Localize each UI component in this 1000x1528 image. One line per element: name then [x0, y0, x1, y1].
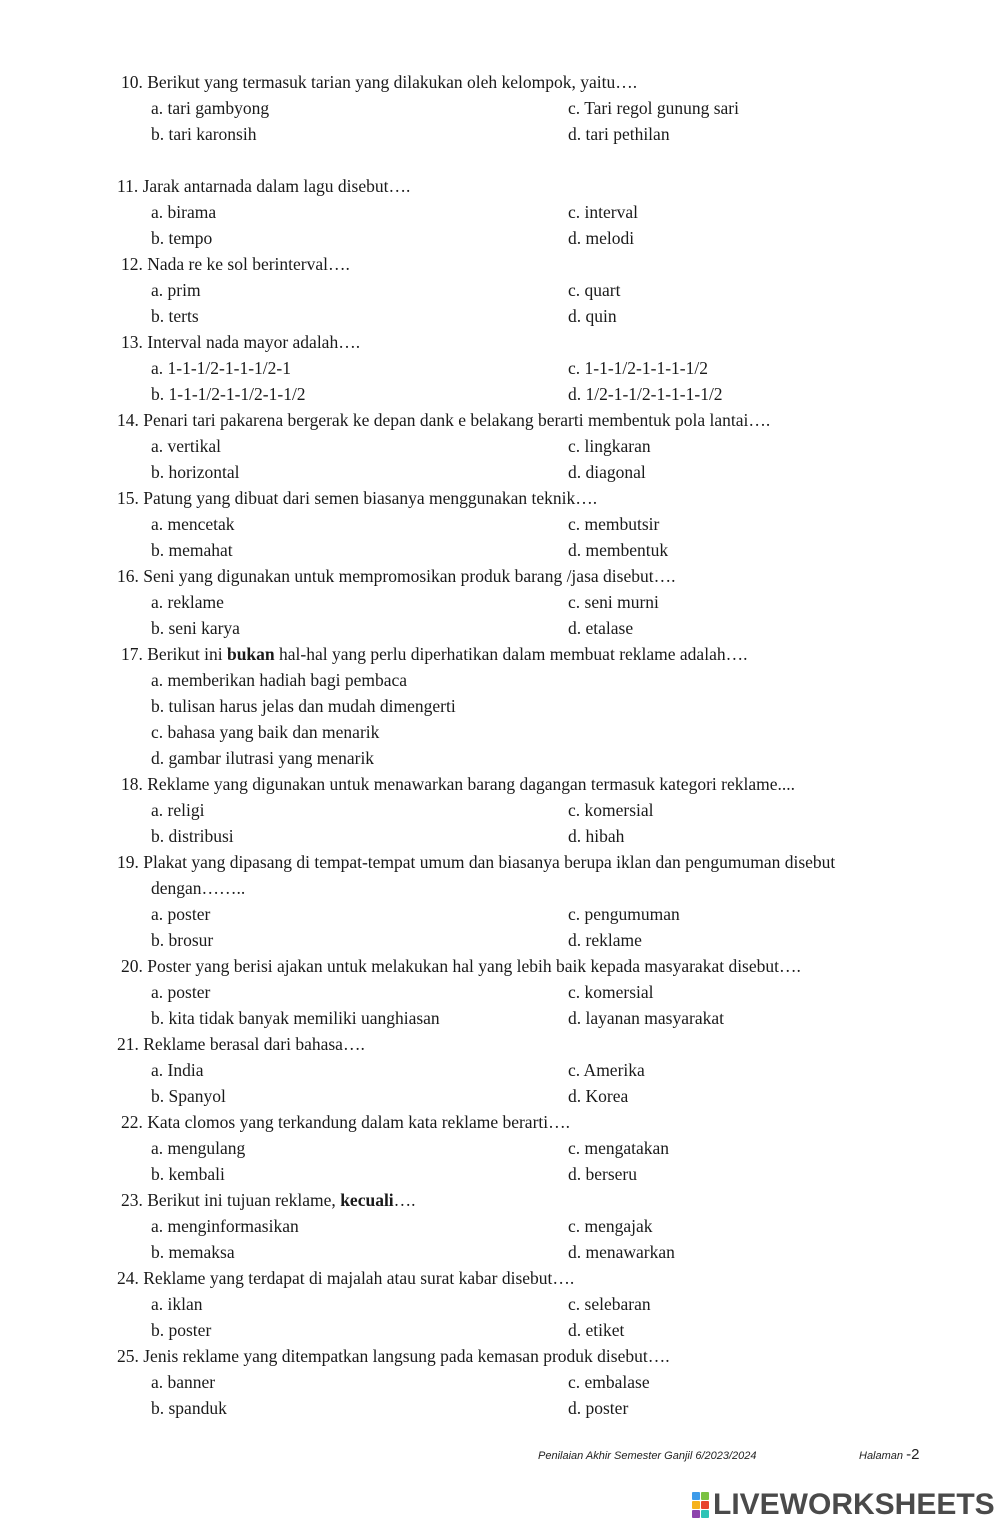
option-17a: a. memberikan hadiah bagi pembaca: [151, 670, 408, 690]
liveworksheets-wordmark: LIVEWORKSHEETS: [713, 1488, 995, 1521]
question-15: 15. Patung yang dibuat dari semen biasanya menggunakan teknik….: [117, 488, 598, 508]
option-17d: d. gambar ilutrasi yang menarik: [151, 748, 375, 768]
option-11a: a. birama: [151, 202, 217, 222]
question-16: 16. Seni yang digunakan untuk mempromosikan produk barang /jasa disebut….: [117, 566, 676, 586]
question-20: 20. Poster yang berisi ajakan untuk melakukan hal yang lebih baik kepada masyarakat disebut….: [121, 956, 801, 976]
question-11: 11. Jarak antarnada dalam lagu disebut….: [117, 176, 411, 196]
logo-block-icon: [701, 1510, 709, 1518]
option-20d: d. layanan masyarakat: [568, 1008, 724, 1028]
option-23a: a. menginformasikan: [151, 1216, 299, 1236]
option-25c: c. embalase: [568, 1372, 650, 1392]
question-19-continuation: dengan……..: [151, 878, 246, 898]
question-18: 18. Reklame yang digunakan untuk menawarkan barang dagangan termasuk kategori reklame....: [121, 774, 795, 794]
option-25b: b. spanduk: [151, 1398, 227, 1418]
option-13c: c. 1-1-1/2-1-1-1-1/2: [568, 358, 708, 378]
option-11c: c. interval: [568, 202, 638, 222]
liveworksheets-logo: [692, 1488, 995, 1522]
option-24b: b. poster: [151, 1320, 212, 1340]
option-17c: c. bahasa yang baik dan menarik: [151, 722, 380, 742]
liveworksheets-logo-icon: [692, 1492, 709, 1518]
option-21a: a. India: [151, 1060, 204, 1080]
option-11b: b. tempo: [151, 228, 213, 248]
option-19b: b. brosur: [151, 930, 214, 950]
option-22c: c. mengatakan: [568, 1138, 670, 1158]
option-10c: c. Tari regol gunung sari: [568, 98, 739, 118]
question-10: 10. Berikut yang termasuk tarian yang dilakukan oleh kelompok, yaitu….: [121, 72, 638, 92]
option-18c: c. komersial: [568, 800, 654, 820]
option-24a: a. iklan: [151, 1294, 203, 1314]
option-12b: b. terts: [151, 306, 199, 326]
question-17-post: hal-hal yang perlu diperhatikan dalam membuat reklame adalah….: [274, 644, 748, 664]
question-14: 14. Penari tari pakarena bergerak ke depan dank e belakang berarti membentuk pola lantai….: [117, 410, 771, 430]
option-16d: d. etalase: [568, 618, 634, 638]
logo-block-icon: [701, 1492, 709, 1500]
page-label: Halaman: [859, 1450, 904, 1462]
option-18d: d. hibah: [568, 826, 625, 846]
question-23-pre: 23. Berikut ini tujuan reklame,: [121, 1190, 341, 1210]
option-10d: d. tari pethilan: [568, 124, 670, 144]
question-23-bold: kecuali: [340, 1190, 394, 1210]
option-15b: b. memahat: [151, 540, 233, 560]
option-24d: d. etiket: [568, 1320, 625, 1340]
option-16c: c. seni murni: [568, 592, 659, 612]
question-12: 12. Nada re ke sol berinterval….: [121, 254, 350, 274]
option-16a: a. reklame: [151, 592, 224, 612]
question-17-bold: bukan: [226, 644, 275, 664]
option-24c: c. selebaran: [568, 1294, 651, 1314]
option-23c: c. mengajak: [568, 1216, 653, 1236]
question-21: 21. Reklame berasal dari bahasa….: [117, 1034, 365, 1054]
option-14c: c. lingkaran: [568, 436, 651, 456]
option-23b: b. memaksa: [151, 1242, 235, 1262]
question-24: 24. Reklame yang terdapat di majalah atau surat kabar disebut….: [117, 1268, 575, 1288]
option-13d: d. 1/2-1-1/2-1-1-1-1/2: [568, 384, 723, 404]
footer-page: [859, 1446, 919, 1463]
logo-block-icon: [692, 1510, 700, 1518]
option-25d: d. poster: [568, 1398, 629, 1418]
question-25: 25. Jenis reklame yang ditempatkan langsung pada kemasan produk disebut….: [117, 1346, 670, 1366]
option-21d: d. Korea: [568, 1086, 629, 1106]
option-19c: c. pengumuman: [568, 904, 680, 924]
option-25a: a. banner: [151, 1372, 216, 1392]
logo-block-icon: [692, 1501, 700, 1509]
option-21c: c. Amerika: [568, 1060, 645, 1080]
option-17b: b. tulisan harus jelas dan mudah dimengerti: [151, 696, 456, 716]
option-20b: b. kita tidak banyak memiliki uanghiasan: [151, 1008, 440, 1028]
option-14a: a. vertikal: [151, 436, 221, 456]
option-18a: a. religi: [151, 800, 205, 820]
option-22b: b. kembali: [151, 1164, 225, 1184]
page-number: -2: [906, 1446, 920, 1463]
option-23d: d. menawarkan: [568, 1242, 675, 1262]
option-18b: b. distribusi: [151, 826, 234, 846]
option-10a: a. tari gambyong: [151, 98, 270, 118]
option-14b: b. horizontal: [151, 462, 240, 482]
option-10b: b. tari karonsih: [151, 124, 257, 144]
option-21b: b. Spanyol: [151, 1086, 226, 1106]
option-19a: a. poster: [151, 904, 211, 924]
question-17: [121, 644, 747, 664]
logo-block-icon: [701, 1501, 709, 1509]
logo-block-icon: [692, 1492, 700, 1500]
option-12a: a. prim: [151, 280, 201, 300]
option-22d: d. berseru: [568, 1164, 638, 1184]
option-14d: d. diagonal: [568, 462, 646, 482]
option-12c: c. quart: [568, 280, 621, 300]
option-15d: d. membentuk: [568, 540, 669, 560]
question-23: [121, 1190, 416, 1210]
option-16b: b. seni karya: [151, 618, 240, 638]
option-22a: a. mengulang: [151, 1138, 246, 1158]
option-11d: d. melodi: [568, 228, 635, 248]
question-23-post: ….: [393, 1190, 416, 1210]
option-15a: a. mencetak: [151, 514, 235, 534]
option-20c: c. komersial: [568, 982, 654, 1002]
question-13: 13. Interval nada mayor adalah….: [121, 332, 361, 352]
question-22: 22. Kata clomos yang terkandung dalam kata reklame berarti….: [121, 1112, 571, 1132]
option-15c: c. membutsir: [568, 514, 660, 534]
footer-exam-title: Penilaian Akhir Semester Ganjil 6/2023/2024: [538, 1450, 757, 1462]
option-13a: a. 1-1-1/2-1-1-1/2-1: [151, 358, 291, 378]
option-19d: d. reklame: [568, 930, 642, 950]
question-19: 19. Plakat yang dipasang di tempat-tempat umum dan biasanya berupa iklan dan pengumuman disebut: [117, 852, 836, 872]
option-20a: a. poster: [151, 982, 211, 1002]
option-12d: d. quin: [568, 306, 617, 326]
option-13b: b. 1-1-1/2-1-1/2-1-1/2: [151, 384, 306, 404]
question-17-pre: 17. Berikut ini: [121, 644, 227, 664]
